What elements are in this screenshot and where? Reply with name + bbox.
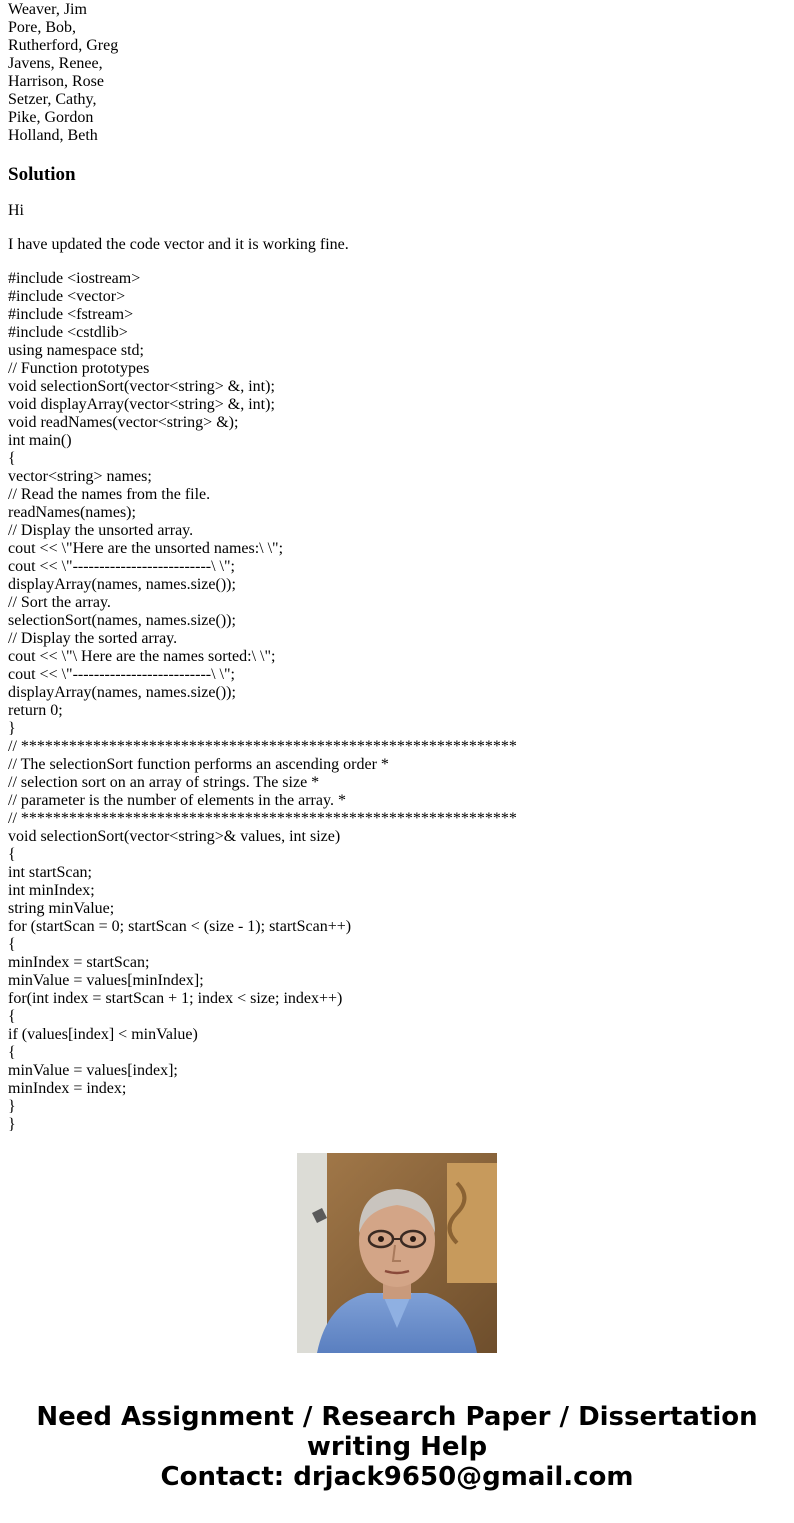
code-line: void selectionSort(vector<string>& values, int size) xyxy=(8,828,341,845)
code-line: displayArray(names, names.size()); xyxy=(8,576,236,593)
names-list xyxy=(8,1,788,145)
list-item: Pike, Gordon xyxy=(8,109,94,126)
code-line: } xyxy=(8,720,16,737)
code-line: #include <vector> xyxy=(8,288,126,305)
greeting-text: Hi xyxy=(8,202,24,219)
list-item: Rutherford, Greg xyxy=(8,37,119,54)
code-line: minValue = values[index]; xyxy=(8,1062,178,1079)
code-line: using namespace std; xyxy=(8,342,144,359)
code-line: readNames(names); xyxy=(8,504,136,521)
code-line: // selection sort on an array of strings. The size * xyxy=(8,774,320,791)
list-item: Setzer, Cathy, xyxy=(8,91,97,108)
code-line: int minIndex; xyxy=(8,882,95,899)
code-line: // ************************************************************** xyxy=(8,810,517,827)
code-line: } xyxy=(8,1116,16,1133)
banner-line-2: writing Help xyxy=(306,1432,488,1462)
code-line: displayArray(names, names.size()); xyxy=(8,684,236,701)
code-line: minValue = values[minIndex]; xyxy=(8,972,204,989)
intro-text: I have updated the code vector and it is working fine. xyxy=(8,236,349,253)
code-line: { xyxy=(8,1008,16,1025)
code-line: #include <iostream> xyxy=(8,270,141,287)
contact-banner xyxy=(0,1402,794,1492)
code-line: // parameter is the number of elements in the array. * xyxy=(8,792,346,809)
code-line: { xyxy=(8,846,16,863)
code-line: cout << \"--------------------------\ \"; xyxy=(8,666,235,683)
code-line: string minValue; xyxy=(8,900,115,917)
contact-email: Contact: drjack9650@gmail.com xyxy=(160,1462,634,1492)
code-line: { xyxy=(8,936,16,953)
code-line: cout << \"Here are the unsorted names:\ \"; xyxy=(8,540,284,557)
code-line: { xyxy=(8,1044,16,1061)
code-line: return 0; xyxy=(8,702,63,719)
code-line: for (startScan = 0; startScan < (size - 1); startScan++) xyxy=(8,918,352,935)
banner-line-1: Need Assignment / Research Paper / Dissertation xyxy=(36,1402,758,1432)
code-line: // The selectionSort function performs an ascending order * xyxy=(8,756,389,773)
list-item: Holland, Beth xyxy=(8,127,98,144)
code-line: #include <fstream> xyxy=(8,306,134,323)
code-line: int startScan; xyxy=(8,864,92,881)
code-line: // ************************************************************** xyxy=(8,738,517,755)
code-line: vector<string> names; xyxy=(8,468,152,485)
code-line: // Sort the array. xyxy=(8,594,111,611)
code-line: cout << \"\ Here are the names sorted:\ \"; xyxy=(8,648,276,665)
code-line: int main() xyxy=(8,432,72,449)
list-item: Weaver, Jim xyxy=(8,1,87,18)
code-line: // Read the names from the file. xyxy=(8,486,211,503)
code-line: #include <cstdlib> xyxy=(8,324,128,341)
code-block xyxy=(8,270,788,1134)
code-line: void selectionSort(vector<string> &, int); xyxy=(8,378,275,395)
author-photo-image xyxy=(297,1153,497,1353)
code-line: // Function prototypes xyxy=(8,360,150,377)
code-line: for(int index = startScan + 1; index < size; index++) xyxy=(8,990,343,1007)
code-line: void readNames(vector<string> &); xyxy=(8,414,239,431)
code-line: selectionSort(names, names.size()); xyxy=(8,612,236,629)
document-content xyxy=(8,1,788,1133)
list-item: Javens, Renee, xyxy=(8,55,103,72)
code-line: // Display the unsorted array. xyxy=(8,522,194,539)
code-line: cout << \"--------------------------\ \"; xyxy=(8,558,235,575)
code-line: if (values[index] < minValue) xyxy=(8,1026,198,1043)
code-line: minIndex = startScan; xyxy=(8,954,150,971)
code-line: } xyxy=(8,1098,16,1115)
list-item: Harrison, Rose xyxy=(8,73,104,90)
solution-heading: Solution xyxy=(8,164,76,185)
code-line: // Display the sorted array. xyxy=(8,630,178,647)
author-photo xyxy=(297,1153,497,1353)
list-item: Pore, Bob, xyxy=(8,19,76,36)
code-line: { xyxy=(8,450,16,467)
code-line: void displayArray(vector<string> &, int); xyxy=(8,396,275,413)
code-line: minIndex = index; xyxy=(8,1080,127,1097)
